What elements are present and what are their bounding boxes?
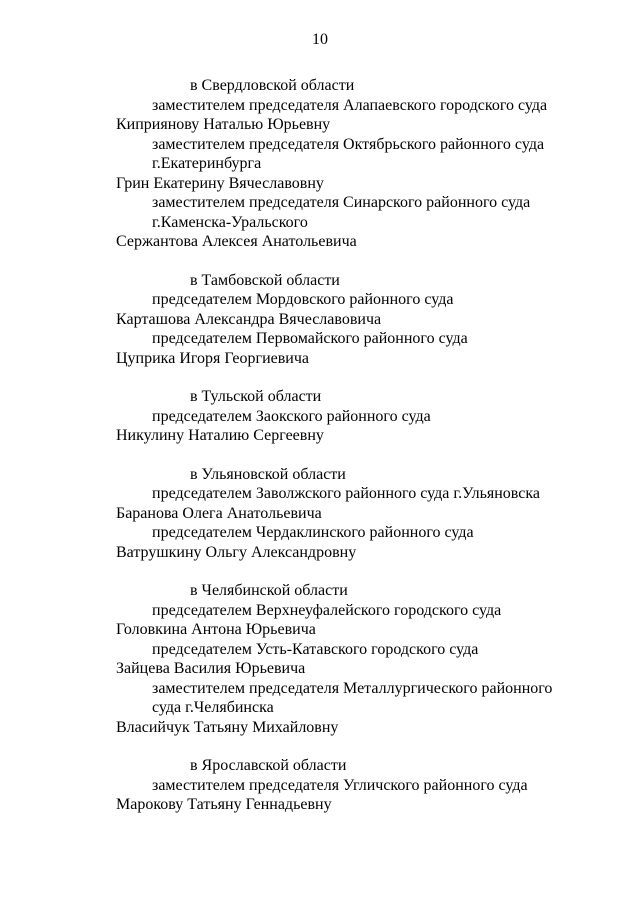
position-line: председателем Заокского районного суда xyxy=(152,407,431,425)
region-heading: в Свердловской области xyxy=(190,77,355,94)
position-line: г.Екатеринбурга xyxy=(152,155,262,172)
position-line: заместителем председателя Угличского районного суда xyxy=(152,776,528,794)
position-line: заместителем председателя Синарского районного суда xyxy=(152,194,531,211)
person-name: Карташова Александра Вячеславовича xyxy=(116,310,382,328)
region-section-chelyabinsk xyxy=(0,581,640,737)
position-line: заместителем председателя Алапаевского городского суда xyxy=(152,96,548,114)
region-heading: в Тульской области xyxy=(190,388,322,405)
region-section-ulyanovsk xyxy=(0,465,640,563)
region-section-yaroslavl xyxy=(0,756,640,815)
region-heading: в Ульяновской области xyxy=(190,465,346,483)
position-line: председателем Заволжского районного суда г.Ульяновска xyxy=(152,485,540,502)
person-name: Головкина Антона Юрьевича xyxy=(116,621,316,638)
position-line: заместителем председателя Металлургического районного xyxy=(152,679,553,697)
person-name: Никулину Наталию Сергеевну xyxy=(116,427,324,444)
page-number: 10 xyxy=(312,31,328,48)
person-name: Киприянову Наталью Юрьевну xyxy=(116,116,331,133)
person-name: Зайцева Василия Юрьевича xyxy=(116,660,306,677)
person-name: Марокову Татьяну Геннадьевну xyxy=(116,796,332,813)
region-section-sverdlovsk xyxy=(0,76,640,252)
position-line: председателем Верхнеуфалейского городского суда xyxy=(152,601,502,619)
person-name: Власийчук Татьяну Михайловну xyxy=(116,718,339,736)
region-heading: в Челябинской области xyxy=(190,582,348,599)
position-line: председателем Чердаклинского районного суда xyxy=(152,524,474,541)
person-name: Грин Екатерину Вячеславовну xyxy=(116,174,324,192)
region-section-tula xyxy=(0,387,640,446)
position-line: г.Каменска-Уральского xyxy=(152,213,308,231)
position-line: заместителем председателя Октябрьского районного суда xyxy=(152,135,545,153)
position-line: председателем Мордовского районного суда xyxy=(152,291,454,308)
document-body xyxy=(0,76,640,834)
position-line: председателем Первомайского районного суда xyxy=(152,330,468,347)
region-section-tambov xyxy=(0,271,640,369)
position-line: председателем Усть-Катавского городского суда xyxy=(152,640,479,658)
person-name: Сержантова Алексея Анатольевича xyxy=(116,233,357,250)
person-name: Цуприка Игоря Георгиевича xyxy=(116,349,310,367)
region-heading: в Ярославской области xyxy=(190,757,347,774)
person-name: Ватрушкину Ольгу Александровну xyxy=(116,543,357,561)
region-heading: в Тамбовской области xyxy=(190,271,340,289)
position-line: суда г.Челябинска xyxy=(152,699,274,716)
person-name: Баранова Олега Анатольевича xyxy=(116,504,322,522)
